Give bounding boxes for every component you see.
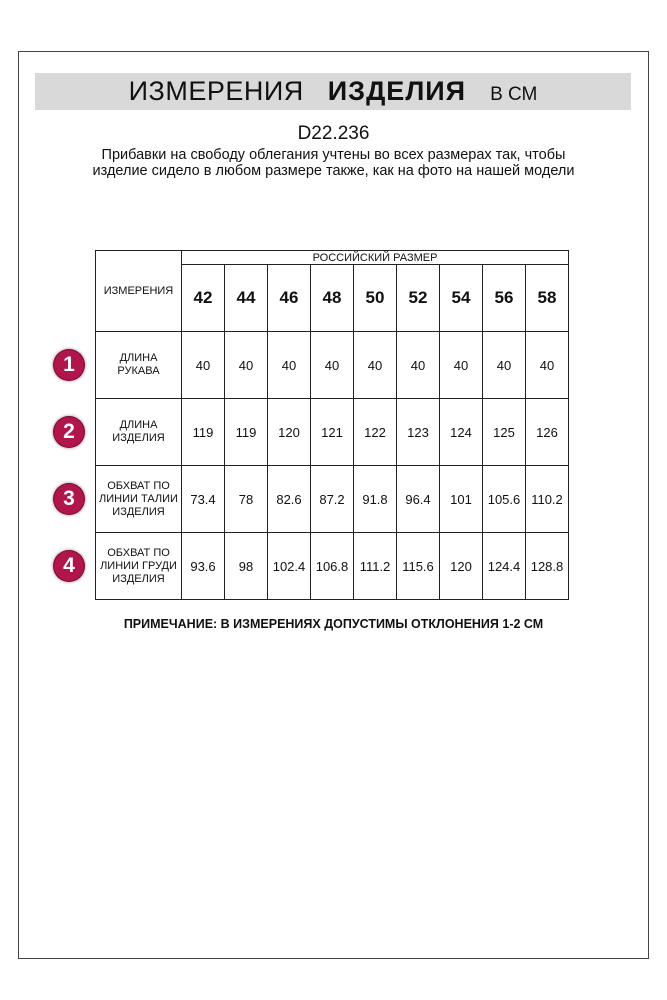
fit-description: Прибавки на свободу облегания учтены во всех размерах так, чтобы изделие сидело в любом размере также, как на фото на нашей модели bbox=[92, 147, 575, 179]
size-header: 52 bbox=[397, 265, 440, 332]
table-cell: 98 bbox=[225, 533, 268, 600]
table-cell: 120 bbox=[440, 533, 483, 600]
table-cell: 40 bbox=[354, 332, 397, 399]
row-label: ДЛИНА ИЗДЕЛИЯ bbox=[96, 399, 182, 466]
table-cell: 78 bbox=[225, 466, 268, 533]
table-cell: 128.8 bbox=[526, 533, 569, 600]
row-label: ОБХВАТ ПО ЛИНИИ ТАЛИИ ИЗДЕЛИЯ bbox=[96, 466, 182, 533]
table-cell: 40 bbox=[526, 332, 569, 399]
table-cell: 73.4 bbox=[182, 466, 225, 533]
table-cell: 120 bbox=[268, 399, 311, 466]
row-number-badge-2: 2 bbox=[54, 417, 84, 447]
size-header: 54 bbox=[440, 265, 483, 332]
size-header: 46 bbox=[268, 265, 311, 332]
measure-header: ИЗМЕРЕНИЯ bbox=[96, 251, 182, 332]
table-cell: 40 bbox=[483, 332, 526, 399]
table-cell: 123 bbox=[397, 399, 440, 466]
table-cell: 119 bbox=[225, 399, 268, 466]
table-cell: 40 bbox=[397, 332, 440, 399]
title-unit: В СМ bbox=[490, 84, 538, 105]
row-number-badge-1: 1 bbox=[54, 350, 84, 380]
table-cell: 124 bbox=[440, 399, 483, 466]
product-code: D22.236 bbox=[297, 123, 370, 144]
table-cell: 115.6 bbox=[397, 533, 440, 600]
size-header: 50 bbox=[354, 265, 397, 332]
table-cell: 106.8 bbox=[311, 533, 354, 600]
row-number-badge-3: 3 bbox=[54, 484, 84, 514]
title-part2: ИЗДЕЛИЯ bbox=[327, 76, 467, 106]
row-label: ОБХВАТ ПО ЛИНИИ ГРУДИ ИЗДЕЛИЯ bbox=[96, 533, 182, 600]
table-cell: 119 bbox=[182, 399, 225, 466]
table-cell: 122 bbox=[354, 399, 397, 466]
row-label: ДЛИНА РУКАВА bbox=[96, 332, 182, 399]
table-cell: 40 bbox=[440, 332, 483, 399]
table-row bbox=[96, 466, 569, 533]
size-header: 42 bbox=[182, 265, 225, 332]
table-cell: 102.4 bbox=[268, 533, 311, 600]
table-cell: 105.6 bbox=[483, 466, 526, 533]
table-cell: 93.6 bbox=[182, 533, 225, 600]
table-cell: 125 bbox=[483, 399, 526, 466]
table-cell: 91.8 bbox=[354, 466, 397, 533]
table-cell: 40 bbox=[225, 332, 268, 399]
row-number-badge-4: 4 bbox=[54, 551, 84, 581]
title-banner bbox=[35, 73, 631, 110]
table-cell: 40 bbox=[268, 332, 311, 399]
title-part1: ИЗМЕРЕНИЯ bbox=[128, 76, 304, 106]
table-row bbox=[96, 399, 569, 466]
table-cell: 110.2 bbox=[526, 466, 569, 533]
size-header: 48 bbox=[311, 265, 354, 332]
table-row bbox=[96, 332, 569, 399]
table-cell: 101 bbox=[440, 466, 483, 533]
table-cell: 124.4 bbox=[483, 533, 526, 600]
table-row bbox=[96, 533, 569, 600]
table-cell: 40 bbox=[311, 332, 354, 399]
table-cell: 87.2 bbox=[311, 466, 354, 533]
table-cell: 82.6 bbox=[268, 466, 311, 533]
size-header: 58 bbox=[526, 265, 569, 332]
size-header: 44 bbox=[225, 265, 268, 332]
table-cell: 121 bbox=[311, 399, 354, 466]
table-cell: 126 bbox=[526, 399, 569, 466]
tolerance-note: ПРИМЕЧАНИЕ: В ИЗМЕРЕНИЯХ ДОПУСТИМЫ ОТКЛОНЕНИЯ 1-2 СМ bbox=[123, 617, 544, 631]
size-header: 56 bbox=[483, 265, 526, 332]
table-cell: 111.2 bbox=[354, 533, 397, 600]
size-group-header: РОССИЙСКИЙ РАЗМЕР bbox=[182, 251, 569, 265]
size-table bbox=[95, 250, 569, 600]
table-cell: 40 bbox=[182, 332, 225, 399]
table-cell: 96.4 bbox=[397, 466, 440, 533]
